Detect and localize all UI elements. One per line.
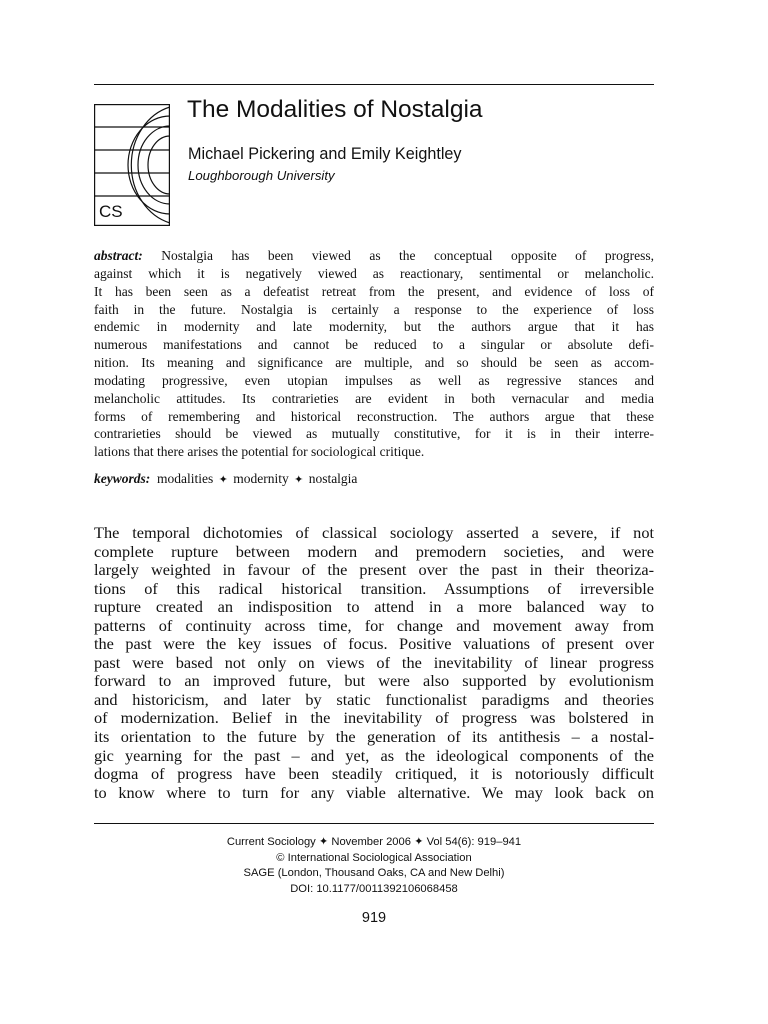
body-line: to know where to turn for any viable alternative. We may look back on [94,782,654,802]
abstract-line: endemic in modernity and late modernity, but the authors argue that it has [94,319,654,335]
abstract-label: abstract: [94,248,143,263]
affiliation: Loughborough University [188,168,335,183]
abstract-line: lations that there arises the potential for sociological critique. [94,444,425,460]
body-line: complete rupture between modern and premodern societies, and were [94,541,654,561]
article-title: The Modalities of Nostalgia [187,96,483,123]
abstract-line: against which it is negatively viewed as reactionary, sentimental or melancholic. [94,265,654,281]
abstract-line: faith in the future. Nostalgia is certainly a response to the experience of loss [94,301,654,317]
footer [94,835,654,897]
abstract-line: contrarieties should be viewed as mutually constitutive, for it is in their interre- [94,426,654,442]
abstract-line [94,247,654,265]
keyword-separator: ✦ [218,474,228,486]
abstract-line: melancholic attitudes. Its contrarieties are evident in both vernacular and media [94,390,654,406]
keyword: nostalgia [308,471,358,486]
footer-rule [94,823,654,824]
body-line: patterns of continuity across time, for change and movement away from [94,615,654,635]
authors: Michael Pickering and Emily Keightley [188,145,462,163]
body-line: and historicism, and later by static functionalist paradigms and theories [94,689,654,709]
body-text [94,524,654,802]
body-line: forward to an improved future, but were also supported by evolutionism [94,671,654,691]
body-line: gic yearning for the past – and yet, as the ideological components of the [94,745,654,765]
keyword-separator: ✦ [294,474,304,486]
keywords [94,470,654,489]
doi: DOI: 10.1177/0011392106068458 [290,882,458,895]
top-rule [94,84,654,85]
body-line: the past were the key issues of focus. Positive valuations of present over [94,634,654,654]
body-line: of modernization. Belief in the inevitability of progress was bolstered in [94,708,654,728]
publisher-info: SAGE (London, Thousand Oaks, CA and New Delhi) [243,867,505,879]
abstract-line: forms of remembering and historical reconstruction. The authors argue that these [94,408,654,424]
body-line: tions of this radical historical transition. Assumptions of irreversible [94,578,654,598]
body-line: past were based not only on views of the inevitability of linear progress [94,652,654,672]
keyword: modalities [157,471,214,486]
body-line: its orientation to the future by the generation of its antithesis – a nostal- [94,727,654,747]
journal-logo [94,104,170,226]
body-line: The temporal dichotomies of classical sociology asserted a severe, if not [94,523,654,542]
abstract-line: numerous manifestations and cannot be reduced to a singular or absolute defi- [94,337,654,353]
abstract-line: modating progressive, even utopian impulses as well as regressive stances and [94,372,654,388]
page-number: 919 [361,910,387,926]
journal-citation: Current Sociology ✦ November 2006 ✦ Vol 54(6): 919–941 [226,836,522,848]
abstract-line: It has been seen as a defeatist retreat from the present, and evidence of loss of [94,283,654,299]
abstract [94,247,654,461]
body-line: rupture created an indisposition to attend in a more balanced way to [94,597,654,617]
abstract-line: nition. Its meaning and significance are multiple, and so should be seen as accom- [94,355,654,371]
abstract-line-text: Nostalgia has been viewed as the conceptual opposite of progress, [161,248,654,263]
body-line: largely weighted in favour of the present over the past in their theoriza- [94,560,654,580]
logo-text: CS [99,202,123,221]
body-line: dogma of progress have been steadily critiqued, it is notoriously difficult [94,764,654,784]
keywords-label: keywords: [94,471,151,486]
copyright-notice: © International Sociological Association [276,851,472,864]
keyword: modernity [233,471,289,486]
